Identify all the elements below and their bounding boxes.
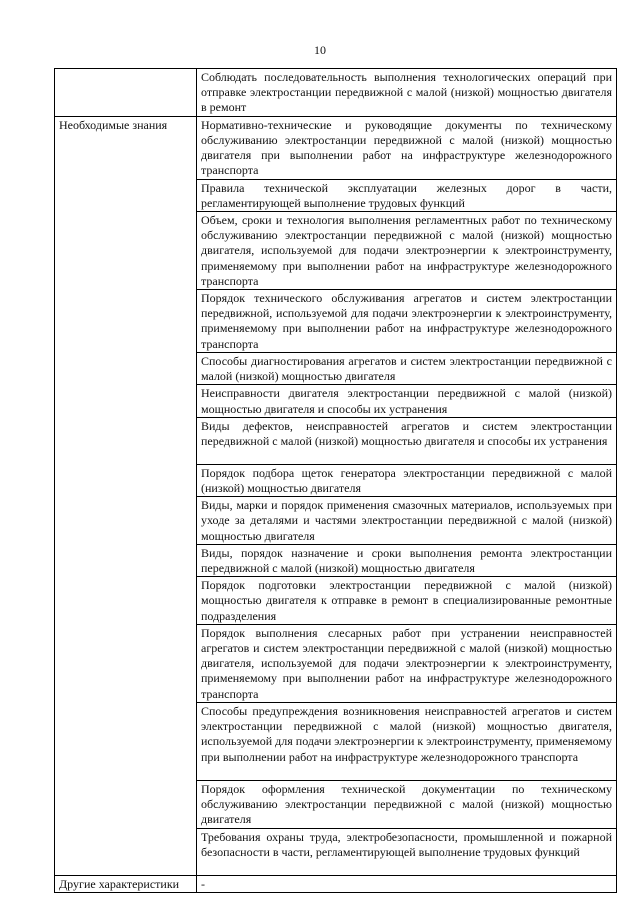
knowledge-item: Порядок выполнения слесарных работ при устранении неисправностей агрегатов и систем электростанции передвижной с малой (низкой) мощностью двигателя, используемой для подачи электроэнергии к электроинструменту, применяемому при выполнении работ на инфраструктуре железнодорожного транспорта <box>197 624 617 702</box>
action-text: Соблюдать последовательность выполнения технологических операций при отправке электростанции передвижной с малой (низкой) мощностью двигателя в ремонт <box>197 69 617 117</box>
knowledge-item: Порядок технического обслуживания агрегатов и систем электростанции передвижной, используемой для подачи электроэнергии к электроинструменту, применяемому при выполнении работ на инфраструктуре железнодорожного транспорта <box>197 290 617 353</box>
knowledge-item: Нормативно-технические и руководящие документы по техническому обслуживанию электростанции передвижной с малой (низкой) мощностью двигателя при выполнении работ на инфраструктуре железнодорожного транспорта <box>197 116 617 179</box>
knowledge-item: Порядок подбора щеток генератора электростанции передвижной с малой (низкой) мощностью двигателя <box>197 464 617 496</box>
knowledge-item: Виды, марки и порядок применения смазочных материалов, используемых при уходе за деталями и частями электростанции передвижной с малой (низкой) мощностью двигателя <box>197 497 617 545</box>
row-label-empty <box>55 69 197 117</box>
knowledge-item: Виды, порядок назначение и сроки выполнения ремонта электростанции передвижной с малой (низкой) мощностью двигателя <box>197 544 617 576</box>
table-row <box>55 69 617 117</box>
page-number: 10 <box>314 43 326 57</box>
other-characteristics-label: Другие характеристики <box>55 875 197 892</box>
table-row <box>55 875 617 892</box>
knowledge-item: Способы диагностирования агрегатов и систем электростанции передвижной с малой (низкой) мощностью двигателя <box>197 353 617 385</box>
knowledge-item: Порядок оформления технической документации по техническому обслуживанию электростанции передвижной с малой (низкой) мощностью двигателя <box>197 780 617 828</box>
knowledge-item: Порядок подготовки электростанции передвижной с малой (низкой) мощностью двигателя к отправке в ремонт в специализированные ремонтные подразделения <box>197 577 617 625</box>
knowledge-item: Правила технической эксплуатации железных дорог в части, регламентирующей выполнение трудовых функций <box>197 179 617 211</box>
knowledge-item: Виды дефектов, неисправностей агрегатов и систем электростанции передвижной с малой (низкой) мощностью двигателя и способы их устранения <box>197 417 617 464</box>
knowledge-item: Объем, сроки и технология выполнения регламентных работ по техническому обслуживанию электростанции передвижной с малой (низкой) мощностью двигателя, используемой для подачи электроэнергии к электроинструменту, применяемому при выполнении работ на инфраструктуре железнодорожного транспорта <box>197 212 617 290</box>
table-row <box>55 116 617 179</box>
competency-table <box>54 68 617 893</box>
knowledge-label: Необходимые знания <box>55 116 197 875</box>
other-characteristics-value: - <box>197 875 617 892</box>
knowledge-item: Неисправности двигателя электростанции передвижной с малой (низкой) мощностью двигателя и способы их устранения <box>197 385 617 417</box>
knowledge-item: Требования охраны труда, электробезопасности, промышленной и пожарной безопасности в части, регламентирующей выполнение трудовых функций <box>197 828 617 875</box>
knowledge-item: Способы предупреждения возникновения неисправностей агрегатов и систем электростанции передвижной с малой (низкой) мощностью двигателя, используемой для подачи электроэнергии к электроинструменту, применяемому при выполнении работ на инфраструктуре железнодорожного транспорта <box>197 702 617 780</box>
